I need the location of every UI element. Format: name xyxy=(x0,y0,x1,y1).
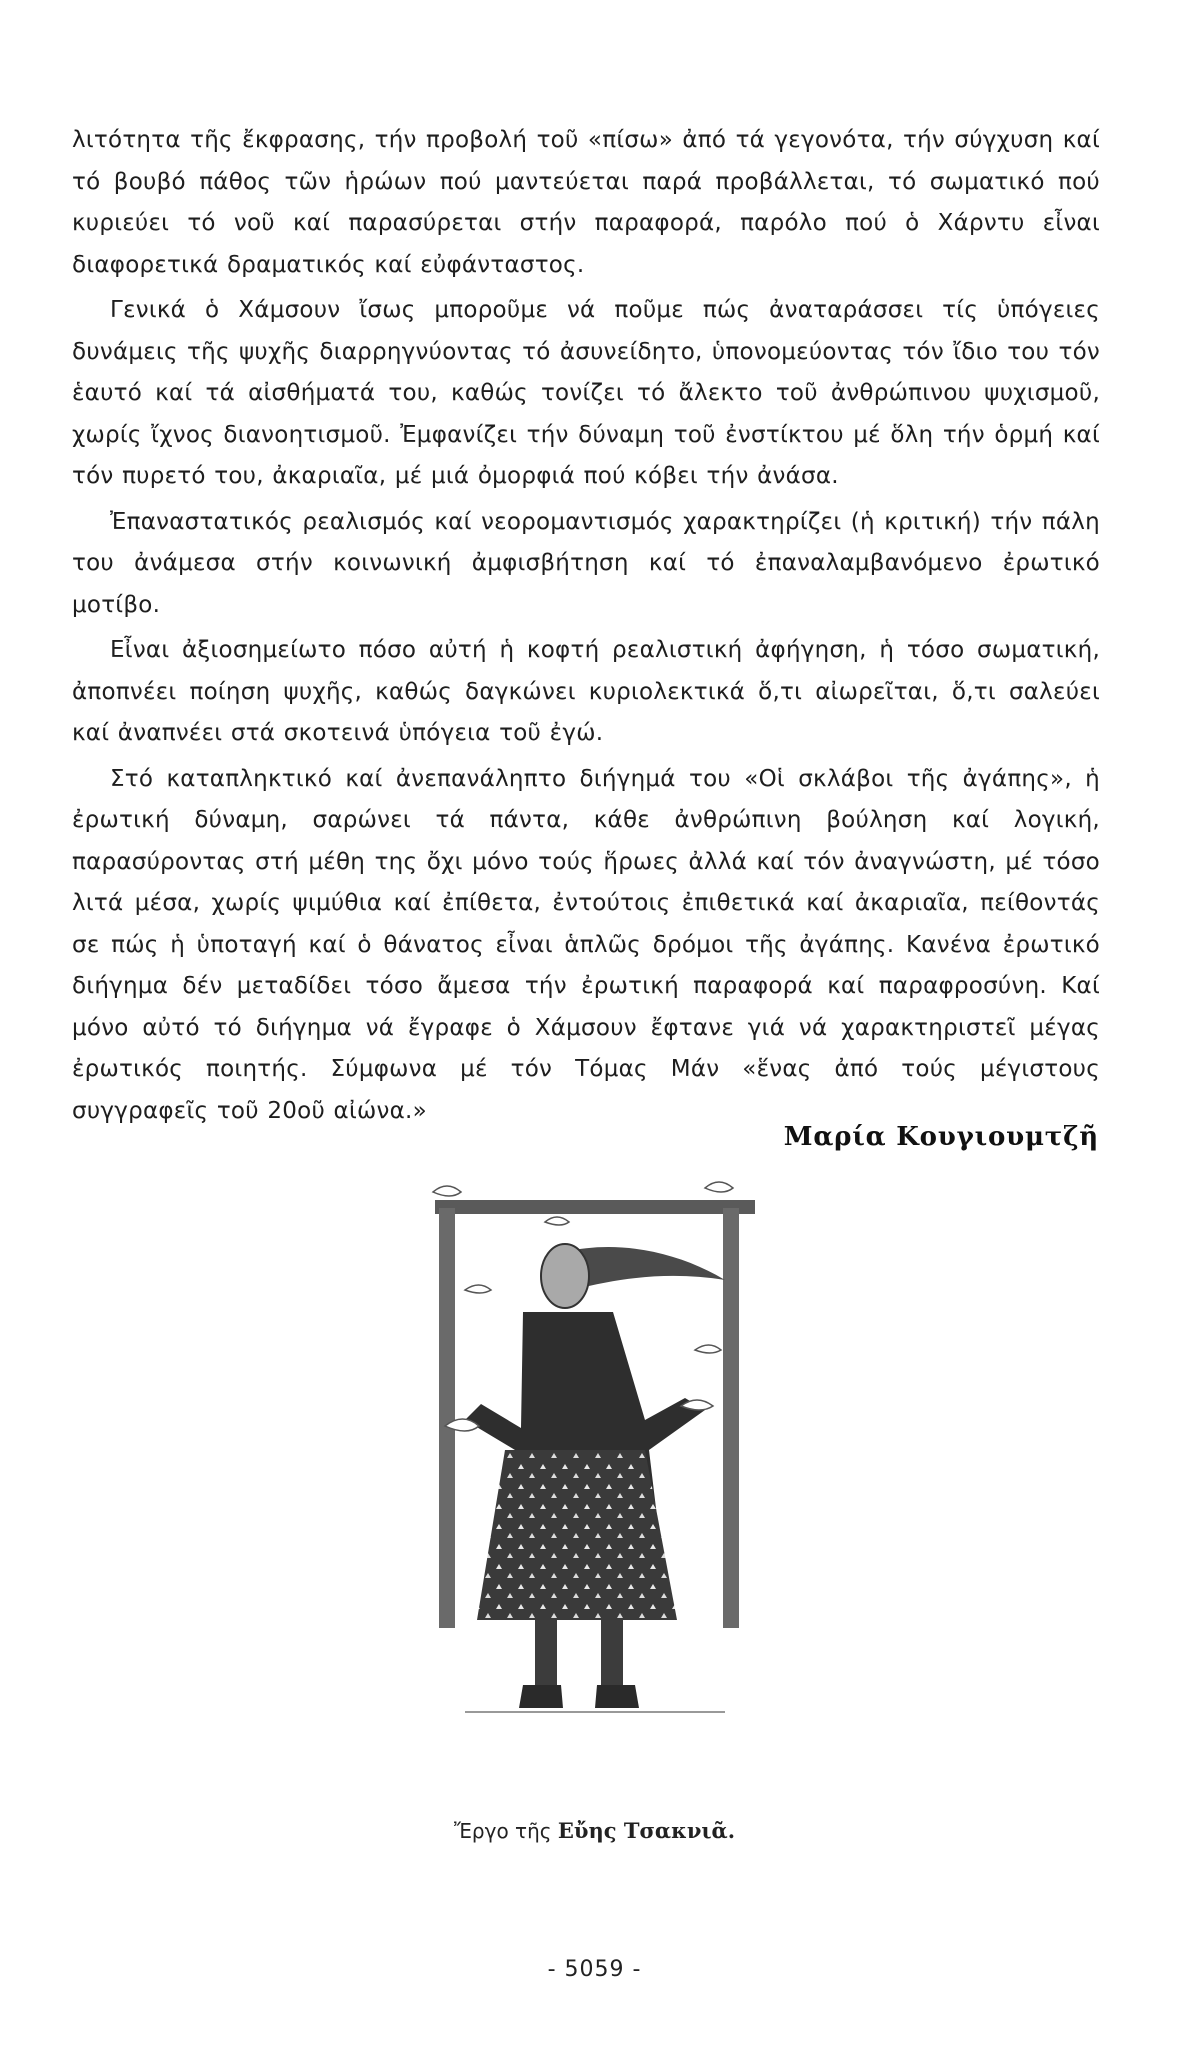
paragraph-3: Ἐπαναστατικός ρεαλισμός καί νεορομαντισμός χαρακτηρίζει (ἡ κριτική) τήν πάλη του ἀνάμεσα στήν κοινωνική ἀμφισβήτηση καί τό ἐπαναλαμβανόμενο ἐρωτικό μοτίβο. xyxy=(72,508,1100,618)
author-signature: Μαρία Κουγιουμτζῆ xyxy=(783,1122,1099,1152)
caption-artist: Εὔης Τσακνιᾶ. xyxy=(557,1818,736,1843)
caption-prefix: Ἔργο τῆς xyxy=(453,1819,552,1843)
paragraph-2: Γενικά ὁ Χάμσουν ἴσως μποροῦμε νά ποῦμε πώς ἀναταράσσει τίς ὑπόγειες δυνάμεις τῆς ψυχῆς διαρρηγνύοντας τό ἀσυνείδητο, ὑπονομεύοντας τόν ἴδιο του τόν ἑαυτό καί τά αἰσθήματά του, καθώς τονίζει τό ἄλεκτο τοῦ ἀνθρώπινου ψυχισμοῦ, χωρίς ἴχνος διανοητισμοῦ. Ἐμφανίζει τήν δύναμη τοῦ ἐνστίκτου μέ ὅλη τήν ὁρμή καί τόν πυρετό του, ἀκαριαῖα, μέ μιά ὀμορφιά πού κόβει τήν ἀνάσα. xyxy=(72,297,1100,489)
artwork-caption xyxy=(0,1818,1189,1843)
paragraph-4: Εἶναι ἀξιοσημείωτο πόσο αὐτή ἡ κοφτή ρεαλιστική ἀφήγηση, ἡ τόσο σωματική, ἀποπνέει ποίηση ψυχῆς, καθώς δαγκώνει κυριολεκτικά ὅ,τι αἰωρεῖται, ὅ,τι σαλεύει καί ἀναπνέει στά σκοτεινά ὑπόγεια τοῦ ἐγώ. xyxy=(72,637,1100,746)
article-body xyxy=(72,120,1100,1136)
paragraph-5: Στό καταπληκτικό καί ἀνεπανάληπτο διήγημά του «Οἱ σκλάβοι τῆς ἀγάπης», ἡ ἐρωτική δύναμη, σαρώνει τά πάντα, κάθε ἀνθρώπινη βούληση καί λογική, παρασύροντας στή μέθη της ὄχι μόνο τούς ἥρωες ἀλλά καί τόν ἀναγνώστη, μέ τόσο λιτά μέσα, χωρίς ψιμύθια καί ἐπίθετα, ἐντούτοις ἐπιθετικά καί ἀκαριαῖα, πείθοντάς σε πώς ἡ ὑποταγή καί ὁ θάνατος εἶναι ἁπλῶς δρόμοι τῆς ἀγάπης. Κανένα ἐρωτικό διήγημα δέν μεταδίδει τόσο ἄμεσα τήν ἐρωτική παραφορά καί παραφροσύνη. Καί μόνο αὐτό τό διήγημα νά ἔγραφε ὁ Χάμσουν ἔφτανε γιά νά χαρακτηριστεῖ μέγας ἐρωτικός ποιητής. Σύμφωνα μέ τόν Τόμας Μάν «ἕνας ἀπό τούς μέγιστους συγγραφεῖς τοῦ 20οῦ αἰώνα.» xyxy=(72,765,1100,1124)
artwork-illustration xyxy=(405,1180,790,1735)
page-number: - 5059 - xyxy=(547,1957,642,1982)
paragraph-1: λιτότητα τῆς ἔκφρασης, τήν προβολή τοῦ «πίσω» ἀπό τά γεγονότα, τήν σύγχυση καί τό βουβό πάθος τῶν ἡρώων πού μαντεύεται παρά προβάλλεται, τό σωματικό πού κυριεύει τό νοῦ καί παρασύρεται στήν παραφορά, παρόλο πού ὁ Χάρντυ εἶναι διαφορετικά δραματικός καί εὐφάνταστος. xyxy=(72,127,1100,278)
